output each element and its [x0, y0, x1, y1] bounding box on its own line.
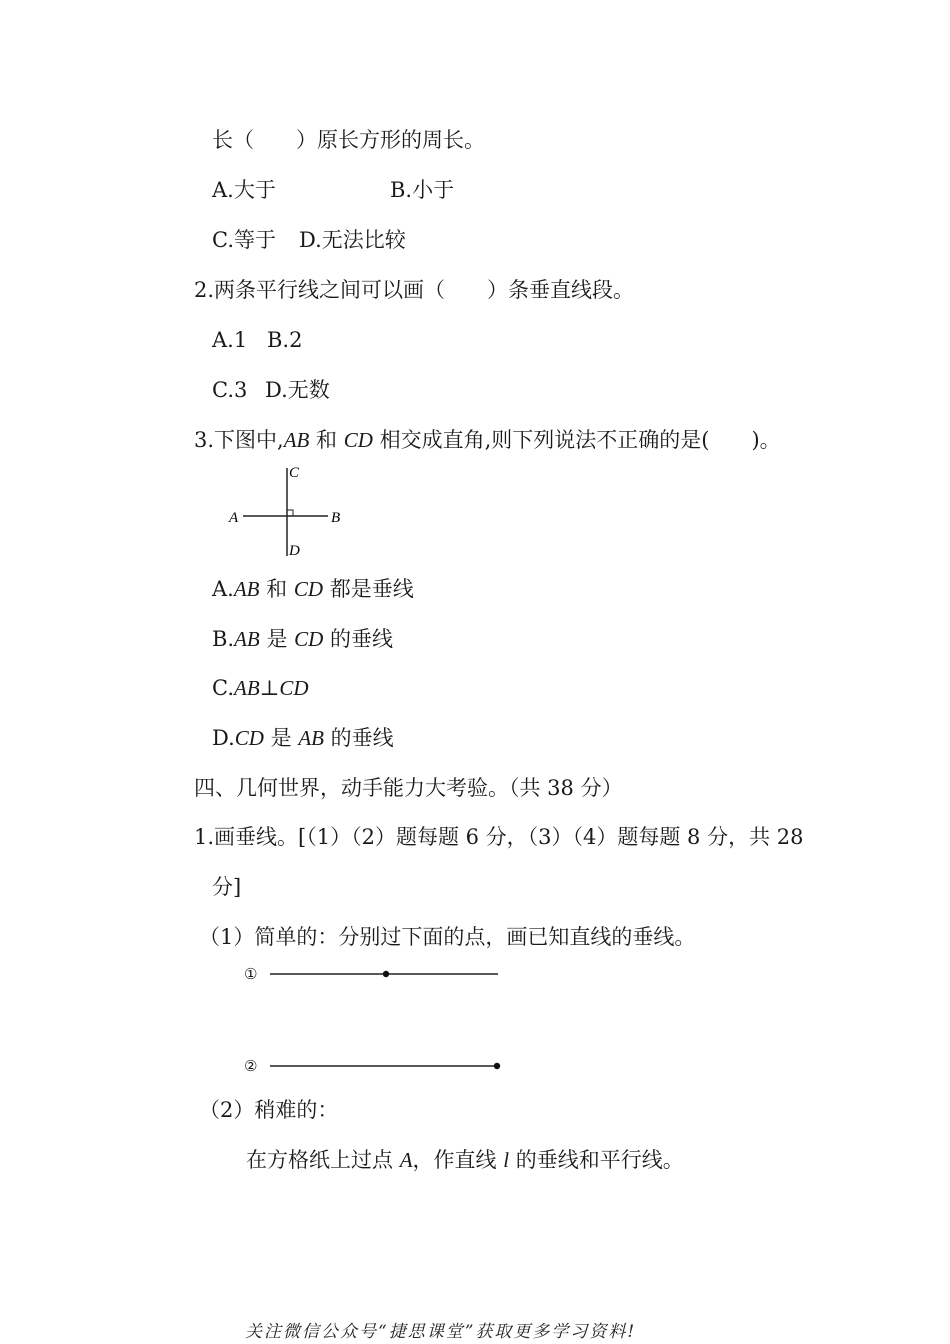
q1-stem-line1: 1.画垂线。[（1）（2）题每题 6 分，（3）（4）题每题 8 分，共 28: [194, 825, 804, 849]
q2-option-d: D.无数: [265, 378, 330, 402]
q3-option-d: D.CD 是 AB 的垂线: [212, 726, 394, 750]
option-a: A.大于: [212, 178, 276, 202]
q3-option-a: A.AB 和 CD 都是垂线: [212, 577, 414, 601]
option-c: C.等于: [212, 228, 276, 252]
footer-note: 关注微信公众号“捷思课堂”获取更多学习资料!: [245, 1322, 637, 1342]
q3-option-c: C.AB⊥CD: [212, 676, 309, 700]
line-figure-1: [268, 967, 500, 981]
mark-1: ①: [244, 965, 258, 983]
q2-option-c: C.3: [212, 378, 248, 402]
section-title: 四、几何世界，动手能力大考验。（共 38 分）: [194, 776, 623, 800]
label-a: A: [229, 510, 239, 526]
q2-stem: 2.两条平行线之间可以画（ ）条垂直线段。: [194, 278, 635, 302]
q2-option-b: B.2: [267, 328, 303, 352]
label-d: D: [289, 543, 300, 559]
q1-stem-line2: 分]: [212, 875, 242, 899]
sub-question-2-text: 在方格纸上过点 A，作直线 l 的垂线和平行线。: [246, 1148, 684, 1172]
mark-2: ②: [244, 1057, 258, 1075]
perpendicular-lines-figure: [225, 462, 355, 562]
q3-stem: 3.下图中,AB 和 CD 相交成直角,则下列说法不正确的是( )。: [194, 428, 781, 452]
option-b: B.小于: [390, 178, 455, 202]
sub-question-2: （2）稍难的：: [199, 1098, 339, 1122]
label-b: B: [331, 510, 341, 526]
q3-option-b: B.AB 是 CD 的垂线: [212, 627, 393, 651]
q2-option-a: A.1: [212, 328, 248, 352]
option-d: D.无法比较: [299, 228, 406, 252]
sub-question-1: （1）简单的：分别过下面的点，画已知直线的垂线。: [199, 925, 696, 949]
label-c: C: [289, 465, 300, 481]
question-tail: 长（ ）原长方形的周长。: [212, 128, 485, 152]
line-figure-2: [268, 1059, 502, 1073]
